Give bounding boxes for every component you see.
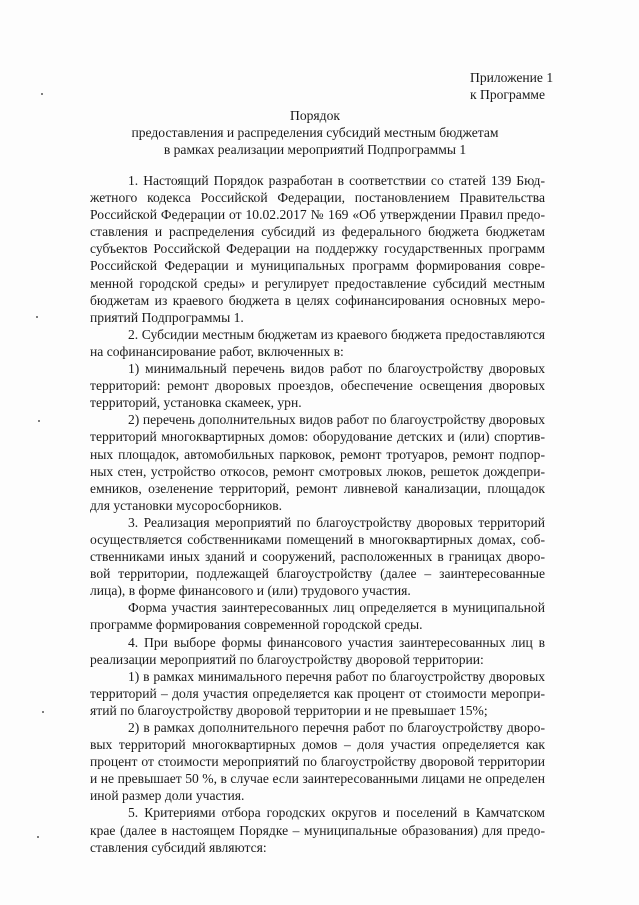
body-text-line: для установки мусоросборников.	[90, 497, 283, 513]
body-text-line: 4. При выборе формы финансового участия заинтересованных лиц в	[128, 634, 545, 650]
body-text-line: приятий Подпрограммы 1.	[90, 309, 244, 325]
body-text-line: Российской Федерации и муниципальных программ формирования совре-	[90, 258, 545, 274]
body-text-line: Форма участия заинтересованных лиц определяется в муниципальной	[128, 600, 545, 616]
body-text-line: 1) минимальный перечень видов работ по благоустройству дворовых	[128, 361, 545, 377]
body-text-line: 5. Критериями отбора городских округов и поселений в Камчатском	[128, 805, 545, 821]
body-text-line: ных стен, устройство откосов, ремонт смотровых люков, решеток дождепри-	[90, 463, 545, 479]
body-text-line: процент от стоимости мероприятий по благоустройству дворовой территории	[90, 754, 545, 770]
body-text-line: ставления субсидий являются:	[90, 839, 267, 855]
body-text-line: ственниками иных зданий и сооружений, расположенных в границах дворо-	[90, 549, 545, 565]
body-text-line: 1. Настоящий Порядок разработан в соответствии со статей 139 Бюд-	[128, 173, 545, 188]
body-text-line: и не превышает 50 %, в случае если заинтересованными лицами не определен	[90, 771, 545, 787]
body-text-line: 2. Субсидии местным бюджетам из краевого бюджета предоставляются	[128, 326, 545, 342]
document-body	[90, 172, 545, 856]
body-text-line: Российской Федерации от 10.02.2017 № 169 «Об утверждении Правил предо-	[90, 207, 545, 223]
body-text-line: вой территории, подлежащей благоустройству (далее – заинтересованные	[90, 566, 545, 582]
body-text-line: емников, озеленение территорий, ремонт ливневой канализации, площадок	[90, 480, 545, 496]
document-title	[95, 107, 535, 158]
body-text-line: территорий многоквартирных домов: оборудование детских и (или) спортив-	[90, 429, 545, 445]
body-text-line: иной размер доли участия.	[90, 788, 245, 804]
body-text-line: жетного кодекса Российской Федерации, постановлением Правительства	[90, 190, 545, 206]
title-line-2: предоставления и распределения субсидий местным бюджетам	[131, 125, 499, 140]
body-text-line: 2) перечень дополнительных видов работ по благоустройству дворовых	[128, 412, 545, 428]
scan-speck	[41, 93, 43, 95]
body-text-line: 1) в рамках минимального перечня работ по благоустройству дворовых	[128, 668, 545, 684]
body-text-line: 3. Реализация мероприятий по благоустройству дворовых территорий	[128, 514, 545, 530]
appendix-line-2: к Программе	[470, 87, 546, 102]
body-text-line: территорий, установка скамеек, урн.	[90, 395, 302, 411]
body-text-line: крае (далее в настоящем Порядке – муниципальные образования) для предо-	[90, 822, 545, 838]
body-text-line: ных площадок, автомобильных парковок, ремонт тротуаров, ремонт подпор-	[90, 446, 545, 462]
appendix-line-1: Приложение 1	[470, 70, 554, 85]
body-text-line: на софинансирование работ, включенных в:	[90, 343, 344, 359]
body-text-line: менной городской среды» и регулирует предоставление субсидий местным	[90, 275, 545, 291]
title-line-1: Порядок	[290, 108, 340, 123]
scan-speck	[42, 711, 44, 713]
title-line-3: в рамках реализации мероприятий Подпрограммы 1	[163, 142, 467, 157]
body-text-line: ятий по благоустройству дворовой территории и не превышает 15%;	[90, 702, 488, 718]
scan-speck	[37, 836, 39, 838]
body-text-line: ставления и распределения субсидий из федерального бюджета бюджетам	[90, 224, 545, 240]
body-text-line: осуществляется собственниками помещений в многоквартирных домах, соб-	[90, 531, 545, 547]
scan-speck	[38, 420, 40, 422]
body-text-line: вых территорий многоквартирных домов – доля участия определяется как	[90, 737, 545, 753]
body-text-line: 2) в рамках дополнительного перечня работ по благоустройству дворо-	[128, 720, 545, 735]
body-text-line: бюджетам из краевого бюджета в целях софинансирования основных меро-	[90, 292, 545, 308]
body-text-line: субъектов Российской Федерации на поддержку государственных программ	[90, 241, 545, 257]
body-text-line: реализации мероприятий по благоустройству дворовой территории:	[90, 651, 484, 667]
appendix-header	[470, 69, 553, 103]
body-text-line: территорий – доля участия определяется как процент от стоимости меропри-	[90, 685, 545, 701]
body-text-line: программе формирования современной городской среды.	[90, 617, 423, 633]
body-text-line: территорий: ремонт дворовых проездов, обеспечение освещения дворовых	[90, 378, 545, 394]
body-text-line: лица), в форме финансового и (или) трудового участия.	[90, 583, 411, 599]
scan-speck	[36, 316, 38, 318]
